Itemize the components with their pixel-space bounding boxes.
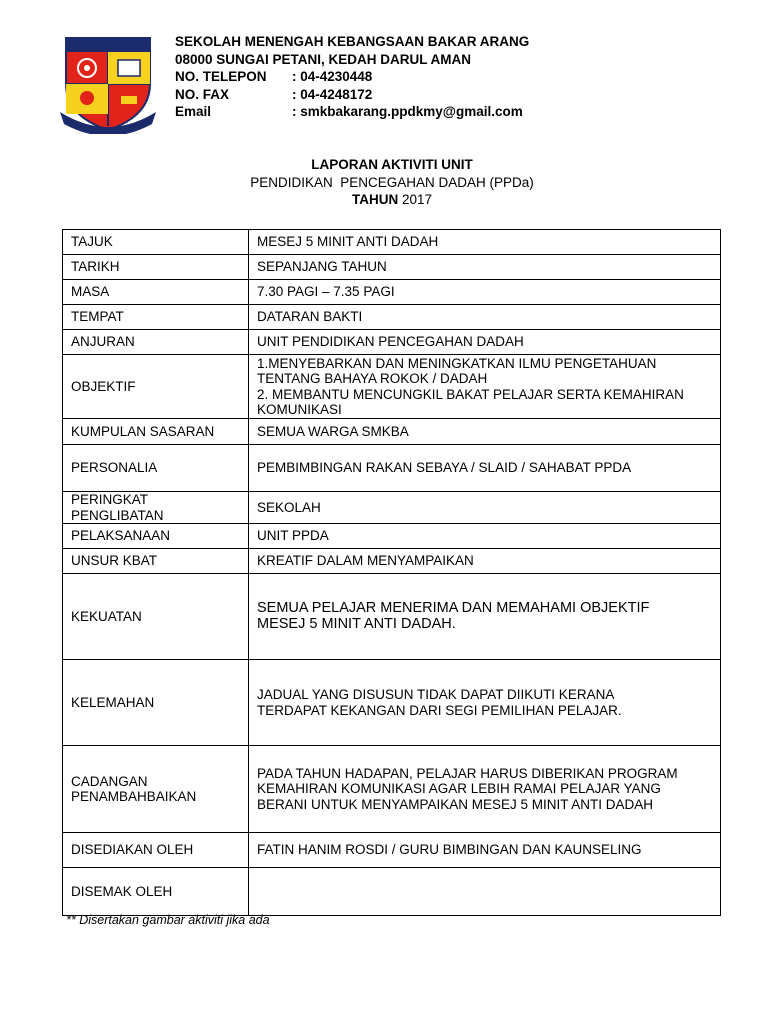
- contact-row-fax: [175, 86, 529, 104]
- row-label: OBJEKTIF: [63, 355, 249, 419]
- school-address: 08000 SUNGAI PETANI, KEDAH DARUL AMAN: [175, 51, 472, 67]
- contact-value: : 04-4248172: [292, 86, 373, 102]
- row-value: 7.30 PAGI – 7.35 PAGI: [249, 280, 721, 305]
- row-value: DATARAN BAKTI: [249, 305, 721, 330]
- table-row: [63, 355, 721, 419]
- label-line: PENGLIBATAN: [71, 507, 164, 523]
- contact-row-phone: [175, 68, 529, 86]
- row-value: KREATIF DALAM MENYAMPAIKAN: [249, 549, 721, 574]
- row-value: UNIT PPDA: [249, 524, 721, 549]
- row-label: KELEMAHAN: [63, 660, 249, 746]
- table-row: [63, 549, 721, 574]
- contact-label: NO. TELEPON: [175, 69, 267, 85]
- value-line: KEMAHIRAN KOMUNIKASI AGAR LEBIH RAMAI PELAJAR YANG: [257, 781, 661, 797]
- row-value: [249, 660, 721, 746]
- table-row: [63, 305, 721, 330]
- row-label: KEKUATAN: [63, 574, 249, 660]
- report-titles: [0, 156, 768, 209]
- row-label: [63, 492, 249, 524]
- row-value: [249, 868, 721, 916]
- value-line: MESEJ 5 MINIT ANTI DADAH.: [257, 615, 456, 632]
- table-row: [63, 524, 721, 549]
- row-value: [249, 355, 721, 419]
- value-line: KOMUNIKASI: [257, 402, 342, 417]
- row-value: [249, 746, 721, 833]
- row-value: [249, 574, 721, 660]
- row-label: ANJURAN: [63, 330, 249, 355]
- row-label: PERSONALIA: [63, 445, 249, 492]
- row-label: PELAKSANAAN: [63, 524, 249, 549]
- row-value: UNIT PENDIDIKAN PENCEGAHAN DADAH: [249, 330, 721, 355]
- table-row: [63, 492, 721, 524]
- row-label: TAJUK: [63, 230, 249, 255]
- row-label: KUMPULAN SASARAN: [63, 419, 249, 445]
- value-line: SEMUA PELAJAR MENERIMA DAN MEMAHAMI OBJEKTIF: [257, 600, 650, 616]
- report-year: [0, 191, 768, 209]
- contact-value: : 04-4230448: [292, 69, 373, 85]
- school-crest-logo: [58, 34, 158, 134]
- table-row: [63, 230, 721, 255]
- school-name: SEKOLAH MENENGAH KEBANGSAAN BAKAR ARANG: [175, 34, 530, 49]
- year-label: TAHUN: [351, 192, 399, 208]
- row-value: MESEJ 5 MINIT ANTI DADAH: [249, 230, 721, 255]
- year-value: 2017: [401, 192, 433, 208]
- value-line: PADA TAHUN HADAPAN, PELAJAR HARUS DIBERIKAN PROGRAM: [257, 765, 678, 781]
- label-line: PERINGKAT: [71, 492, 149, 507]
- row-value: SEMUA WARGA SMKBA: [249, 419, 721, 445]
- contact-label: Email: [175, 104, 212, 120]
- table-row: [63, 330, 721, 355]
- table-row: [63, 280, 721, 305]
- table-row: [63, 574, 721, 660]
- contact-row-email: [175, 103, 529, 121]
- table-row: [63, 660, 721, 746]
- report-title: LAPORAN AKTIVITI UNIT: [311, 157, 473, 172]
- table-row: [63, 833, 721, 868]
- value-line: BERANI UNTUK MENYAMPAIKAN MESEJ 5 MINIT ANTI DADAH: [257, 796, 654, 812]
- contact-label: NO. FAX: [175, 86, 230, 102]
- value-line: TENTANG BAHAYA ROKOK / DADAH: [257, 371, 488, 386]
- row-value: SEKOLAH: [249, 492, 721, 524]
- activity-report-table: [62, 229, 721, 916]
- table-row: [63, 255, 721, 280]
- table-row: [63, 445, 721, 492]
- row-label: MASA: [63, 280, 249, 305]
- value-line: 1.MENYEBARKAN DAN MENINGKATKAN ILMU PENGETAHUAN: [257, 355, 657, 371]
- row-label: DISEMAK OLEH: [63, 868, 249, 916]
- value-line: JADUAL YANG DISUSUN TIDAK DAPAT DIIKUTI KERANA: [257, 687, 615, 702]
- value-line: 2. MEMBANTU MENCUNGKIL BAKAT PELAJAR SERTA KEMAHIRAN: [257, 386, 684, 402]
- table-row: [63, 419, 721, 445]
- row-value: SEPANJANG TAHUN: [249, 255, 721, 280]
- report-subtitle: PENDIDIKAN PENCEGAHAN DADAH (PPDa): [250, 174, 534, 190]
- row-label: TARIKH: [63, 255, 249, 280]
- row-value: FATIN HANIM ROSDI / GURU BIMBINGAN DAN KAUNSELING: [249, 833, 721, 868]
- row-label: [63, 746, 249, 833]
- table-row: [63, 746, 721, 833]
- label-line: PENAMBAHBAIKAN: [71, 789, 197, 804]
- row-label: UNSUR KBAT: [63, 549, 249, 574]
- row-label: DISEDIAKAN OLEH: [63, 833, 249, 868]
- row-value: PEMBIMBINGAN RAKAN SEBAYA / SLAID / SAHABAT PPDA: [249, 445, 721, 492]
- table-row: [63, 868, 721, 916]
- footnote: ** Disertakan gambar aktiviti jika ada: [66, 913, 270, 927]
- school-letterhead: [175, 33, 529, 121]
- value-line: TERDAPAT KEKANGAN DARI SEGI PEMILIHAN PELAJAR.: [257, 702, 622, 718]
- row-label: TEMPAT: [63, 305, 249, 330]
- contact-value: : smkbakarang.ppdkmy@gmail.com: [292, 104, 523, 120]
- label-line: CADANGAN: [71, 773, 148, 789]
